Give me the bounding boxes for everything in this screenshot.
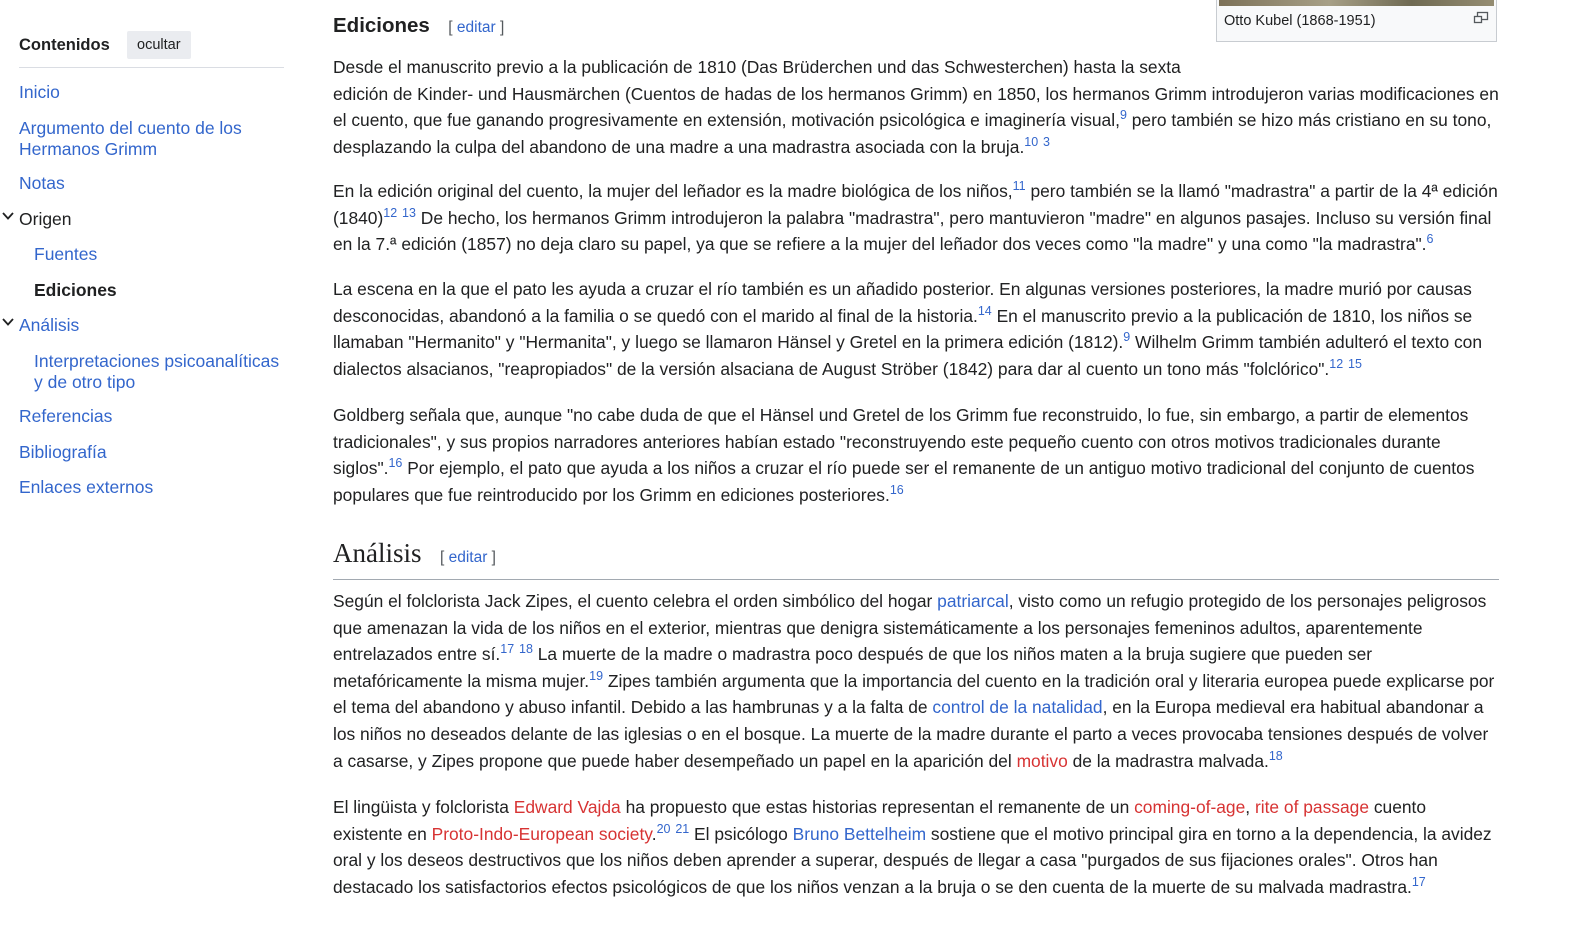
link-bruno-bettelheim[interactable]: Bruno Bettelheim [792, 823, 927, 844]
reference[interactable]: 9 [1123, 330, 1131, 345]
text: , visto como un refugio protegido de los personajes peligrosos que amenazan la vida de los niños en el exterior, mientras que denigra sistemáticamente a los personajes femeninos adultos, aparentemente entrelazados entre sí. [333, 591, 1487, 665]
toc-item-referencias[interactable]: Referencias [19, 406, 113, 426]
toc-item-argumento[interactable]: Argumento del cuento de los Hermanos Grimm [19, 118, 242, 159]
thumbnail-image[interactable] [1219, 0, 1494, 6]
chevron-down-icon[interactable] [1, 209, 15, 223]
reference[interactable]: 21 [675, 821, 690, 836]
reference[interactable]: 3 [1043, 134, 1050, 149]
edit-section: [ editar ] [439, 549, 496, 566]
toc-hide-button[interactable]: ocultar [127, 31, 191, 59]
thumbnail-caption: Otto Kubel (1868-1951) [1224, 13, 1376, 29]
toc-item-origen[interactable]: Origen [19, 209, 72, 229]
text: En la edición original del cuento, la mujer del leñador es la madre biológica de los niños, [333, 181, 1013, 201]
link-rite-of-passage[interactable]: rite of passage [1254, 797, 1370, 817]
toc-item-fuentes[interactable]: Fuentes [34, 244, 98, 264]
text: cuento existente en [333, 797, 1427, 844]
reference[interactable]: 16 [388, 456, 403, 471]
text: Según el folclorista Jack Zipes, el cuento celebra el orden simbólico del hogar [333, 591, 938, 611]
edit-section: [ editar ] [448, 19, 505, 36]
reference[interactable]: 11 [1012, 179, 1026, 194]
reference[interactable]: 14 [977, 303, 992, 318]
reference[interactable]: 20 [656, 821, 671, 836]
toc-title: Contenidos [19, 36, 110, 54]
reference[interactable]: 12 [383, 205, 398, 220]
reference[interactable]: 15 [1348, 356, 1362, 371]
reference[interactable]: 6 [1426, 232, 1434, 247]
section-title: Ediciones [333, 14, 430, 37]
text: Goldberg señala que, aunque "no cabe duda de que el Hänsel und Gretel de los Grimm fue reconstruido, lo fue, sin embargo, a partir de elementos tradicionales", y sus propios narradores anteriores habían estado "reconstruyendo este pequeño cuento con otros motivos tradicionales durante siglos". [333, 405, 1469, 479]
toc-item-enlaces-externos[interactable]: Enlaces externos [19, 477, 154, 497]
paragraph [333, 54, 1499, 160]
text: pero también se la llamó "madrastra" a partir de la 4ª edición (1840) [333, 181, 1498, 228]
toc-item-bibliografia[interactable]: Bibliografía [19, 442, 107, 462]
text: De hecho, los hermanos Grimm introdujeron la palabra "madrastra", pero mantuvieron "madre" en algunos pasajes. Incluso su versión final en la 7.ª edición (1857) no deja claro su papel, ya que se refiere a la mujer del leñador dos veces como "la madre" y una como "la madrastra". [333, 207, 1492, 255]
text: En el manuscrito previo a la publicación de 1810, los niños se llamaban "Hermanito" y "Hermanita", y luego se llamaron Hänsel y Gretel en la primera edición (1812). [333, 305, 1473, 353]
text: pero también se hizo más cristiano en su tono, desplazando la culpa del abandono de una madre a una madrastra asociada con la bruja. [333, 110, 1492, 157]
section-title: Análisis [333, 538, 422, 568]
image-thumbnail [1216, 0, 1497, 42]
reference[interactable]: 17 [1411, 874, 1426, 889]
link-proto-indo-european-society[interactable]: Proto-Indo-European society [431, 823, 652, 844]
text: sostiene que el motivo principal gira en torno a la dependencia, la avidez oral y los deseos destructivos que los niños deben aprender a superar, después de llegar a casa "purgados de sus fijaciones orales". Otros han destacado los satisfactorios efectos psicológicos de que los niños venzan a la bruja o se den cuenta de la muerte de su malvada madrastra. [333, 823, 1492, 897]
text: Por ejemplo, el pato que ayuda a los niños a cruzar el río puede ser el remanente de un antiguo motivo tradicional del conjunto de cuentos populares que fue reintroducido por los Grimm en ediciones posteriores. [333, 458, 1475, 505]
text: de la madrastra malvada. [1067, 750, 1269, 771]
toc-item-ediciones[interactable]: Ediciones [34, 280, 117, 300]
reference[interactable]: 12 [1329, 356, 1344, 371]
text: El lingüista y folclorista [333, 797, 514, 817]
paragraph [333, 794, 1499, 900]
link-patriarcal[interactable]: patriarcal [937, 591, 1009, 611]
text: , en la Europa medieval era habitual abandonar a los niños no deseados delante de las iglesias o en el bosque. La muerte de la madre durante el parto a veces provocaba tensiones después de volver a casarse, y Zipes propone que puede haber desempeñado un papel en la aparición del [333, 697, 1489, 771]
reference[interactable]: 18 [1268, 748, 1283, 763]
reference[interactable]: 9 [1119, 108, 1127, 123]
toc-item-inicio[interactable]: Inicio [19, 82, 60, 102]
paragraph [333, 588, 1499, 774]
text: . [651, 823, 657, 844]
reference[interactable]: 19 [589, 668, 604, 683]
paragraph [333, 178, 1499, 258]
toc-item-analisis[interactable]: Análisis [19, 315, 80, 335]
text: Desde el manuscrito previo a la publicación de 1810 (Das Brüderchen und das Schwesterchen) hasta la sexta [333, 57, 1181, 77]
text: La escena en la que el pato les ayuda a cruzar el río también es un añadido posterior. En algunas versiones posteriores, la madre murió por causas desconocidas, abandonó a la familia o se quedó con el marido al final de la historia. [333, 279, 1472, 326]
enlarge-icon[interactable] [1473, 11, 1489, 25]
toc-header [19, 30, 284, 68]
table-of-contents [0, 0, 290, 929]
edit-section-link[interactable]: editar [456, 19, 496, 36]
reference[interactable]: 16 [889, 482, 904, 497]
text: ha propuesto que estas historias representan el remanente de un [620, 797, 1135, 817]
reference[interactable]: 18 [519, 642, 533, 657]
link-control-natalidad[interactable]: control de la natalidad [932, 697, 1103, 718]
toc-item-notas[interactable]: Notas [19, 173, 65, 193]
paragraph [333, 402, 1499, 508]
text: Wilhelm Grimm también adulteró el texto con dialectos alsacianos, "reapropiados" de la versión alsaciana de August Ströber (1842) para dar al cuento un tono más "folclórico". [333, 332, 1483, 379]
text: El psicólogo [689, 823, 793, 844]
link-coming-of-age[interactable]: coming-of-age [1134, 797, 1246, 817]
toc-item-interpretaciones[interactable]: Interpretaciones psicoanalíticas y de otro tipo [34, 351, 280, 392]
text: edición de Kinder- und Hausmärchen (Cuentos de hadas de los hermanos Grimm) en 1850, los hermanos Grimm introdujeron varias modificaciones en el cuento, que fue ganando progresivamente en extensión, motivación psicológica e imaginería visual, [333, 83, 1499, 131]
reference[interactable]: 17 [500, 642, 515, 657]
section-heading-ediciones [333, 14, 504, 44]
edit-section-link[interactable]: editar [448, 549, 488, 566]
link-motivo[interactable]: motivo [1016, 750, 1068, 771]
link-edward-vajda[interactable]: Edward Vajda [513, 797, 621, 817]
chevron-down-icon[interactable] [1, 315, 15, 329]
paragraph [333, 276, 1499, 382]
text: Zipes también argumenta que la importancia del cuento en la tradición oral y literaria europea puede explicarse por el tema del abandono y abuso infantil. Debido a las hambrunas y a la falta de [333, 670, 1495, 718]
text: La muerte de la madre o madrastra poco después de que los niños maten a la bruja sugiere que pueden ser metafóricamente la misma mujer. [333, 644, 1373, 691]
section-heading-analisis [333, 538, 1499, 580]
reference[interactable]: 13 [402, 205, 416, 220]
reference[interactable]: 10 [1024, 134, 1039, 149]
text: , [1245, 797, 1255, 817]
